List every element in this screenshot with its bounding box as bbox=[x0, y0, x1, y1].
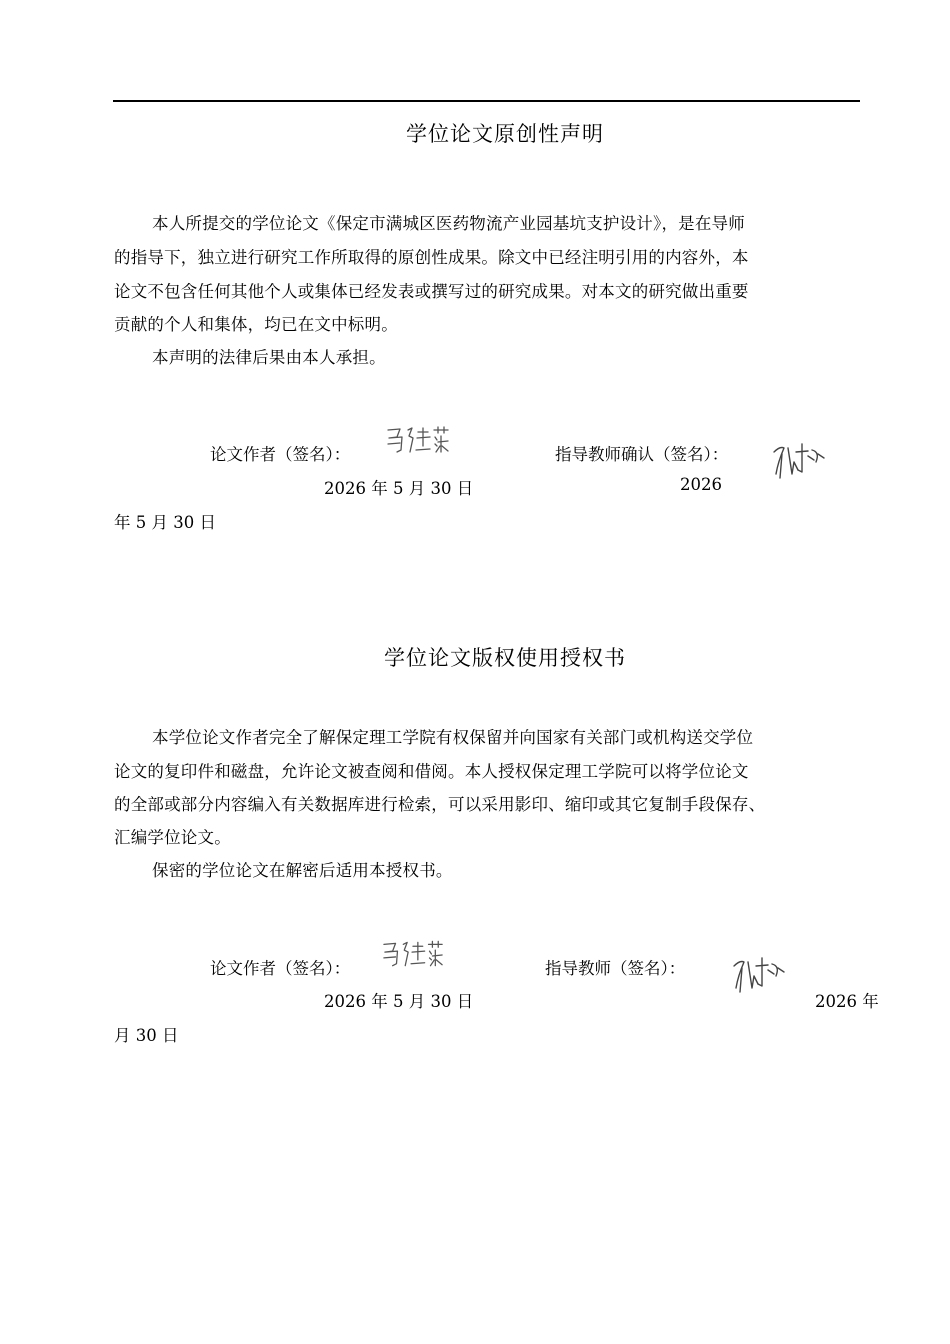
declaration-line-3: 论文不包含任何其他个人或集体已经发表或撰写过的研究成果。对本文的研究做出重要 bbox=[114, 282, 749, 301]
authorization-author-date: 2026 年 5 月 30 日 bbox=[324, 992, 474, 1011]
declaration-author-label: 论文作者（签名）： bbox=[210, 445, 351, 464]
authorization-line-4: 汇编学位论文。 bbox=[114, 828, 231, 847]
authorization-line-3: 的全部或部分内容编入有关数据库进行检索，可以采用影印、缩印或其它复制手段保存、 bbox=[114, 795, 766, 814]
declaration-supervisor-date-year: 2026 bbox=[680, 475, 722, 494]
declaration-supervisor-label: 指导教师确认（签名）： bbox=[555, 445, 729, 464]
authorization-supervisor-label: 指导教师（签名）： bbox=[545, 959, 686, 978]
authorization-author-label: 论文作者（签名）： bbox=[210, 959, 351, 978]
authorization-line-5: 保密的学位论文在解密后适用本授权书。 bbox=[152, 861, 453, 880]
authorization-title: 学位论文版权使用授权书 bbox=[384, 646, 626, 670]
supervisor-signature-1 bbox=[772, 440, 828, 484]
declaration-line-1: 本人所提交的学位论文《保定市满城区医药物流产业园基坑支护设计》，是在导师 bbox=[152, 214, 745, 233]
authorization-line-2: 论文的复印件和磁盘，允许论文被查阅和借阅。本人授权保定理工学院可以将学位论文 bbox=[114, 762, 749, 781]
author-signature-1 bbox=[384, 424, 452, 458]
declaration-author-date: 2026 年 5 月 30 日 bbox=[324, 479, 474, 498]
declaration-line-5: 本声明的法律后果由本人承担。 bbox=[152, 348, 386, 367]
authorization-line-1: 本学位论文作者完全了解保定理工学院有权保留并向国家有关部门或机构送交学位 bbox=[152, 728, 754, 747]
declaration-title: 学位论文原创性声明 bbox=[406, 122, 604, 146]
authorization-supervisor-date-rest: 月 30 日 bbox=[114, 1026, 179, 1045]
supervisor-signature-2 bbox=[732, 954, 788, 998]
top-rule bbox=[113, 100, 860, 102]
declaration-supervisor-date-rest: 年 5 月 30 日 bbox=[114, 513, 216, 532]
author-signature-2 bbox=[380, 938, 446, 972]
declaration-line-4: 贡献的个人和集体，均已在文中标明。 bbox=[114, 315, 398, 334]
declaration-line-2: 的指导下，独立进行研究工作所取得的原创性成果。除文中已经注明引用的内容外，本 bbox=[114, 248, 749, 267]
authorization-supervisor-date-year: 2026 年 bbox=[815, 992, 879, 1011]
